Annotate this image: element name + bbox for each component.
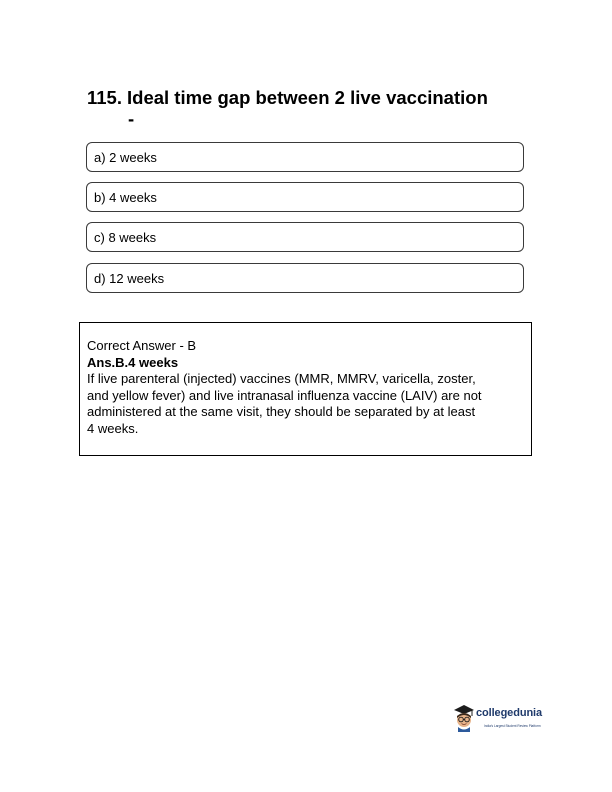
question-number: 115.: [87, 87, 122, 108]
answer-heading: Ans.B.4 weeks: [87, 354, 179, 370]
question-text: Ideal time gap between 2 live vaccination: [127, 87, 488, 108]
explanation-line: If live parenteral (injected) vaccines (MMR, MMRV, varicella, zoster,: [87, 371, 476, 386]
logo-brand-name: collegedunia: [476, 707, 543, 719]
question-trailing-dash: -: [128, 108, 135, 129]
option-d[interactable]: d) 12 weeks: [86, 263, 524, 293]
logo-tagline: India's Largest Student Review Platform: [484, 724, 541, 728]
option-a[interactable]: a) 2 weeks: [86, 142, 524, 172]
correct-answer-label: Correct Answer - B: [87, 338, 197, 353]
answer-box: [79, 322, 532, 456]
explanation-line: and yellow fever) and live intranasal influenza vaccine (LAIV) are not: [87, 387, 482, 403]
graduate-mascot-icon: [452, 704, 476, 732]
collegedunia-logo: [452, 704, 562, 736]
option-c[interactable]: c) 8 weeks: [86, 222, 524, 252]
explanation-line: administered at the same visit, they should be separated by at least: [87, 404, 476, 419]
option-b[interactable]: b) 4 weeks: [86, 182, 524, 212]
question-heading: [87, 86, 547, 128]
explanation-line: 4 weeks.: [87, 420, 139, 436]
